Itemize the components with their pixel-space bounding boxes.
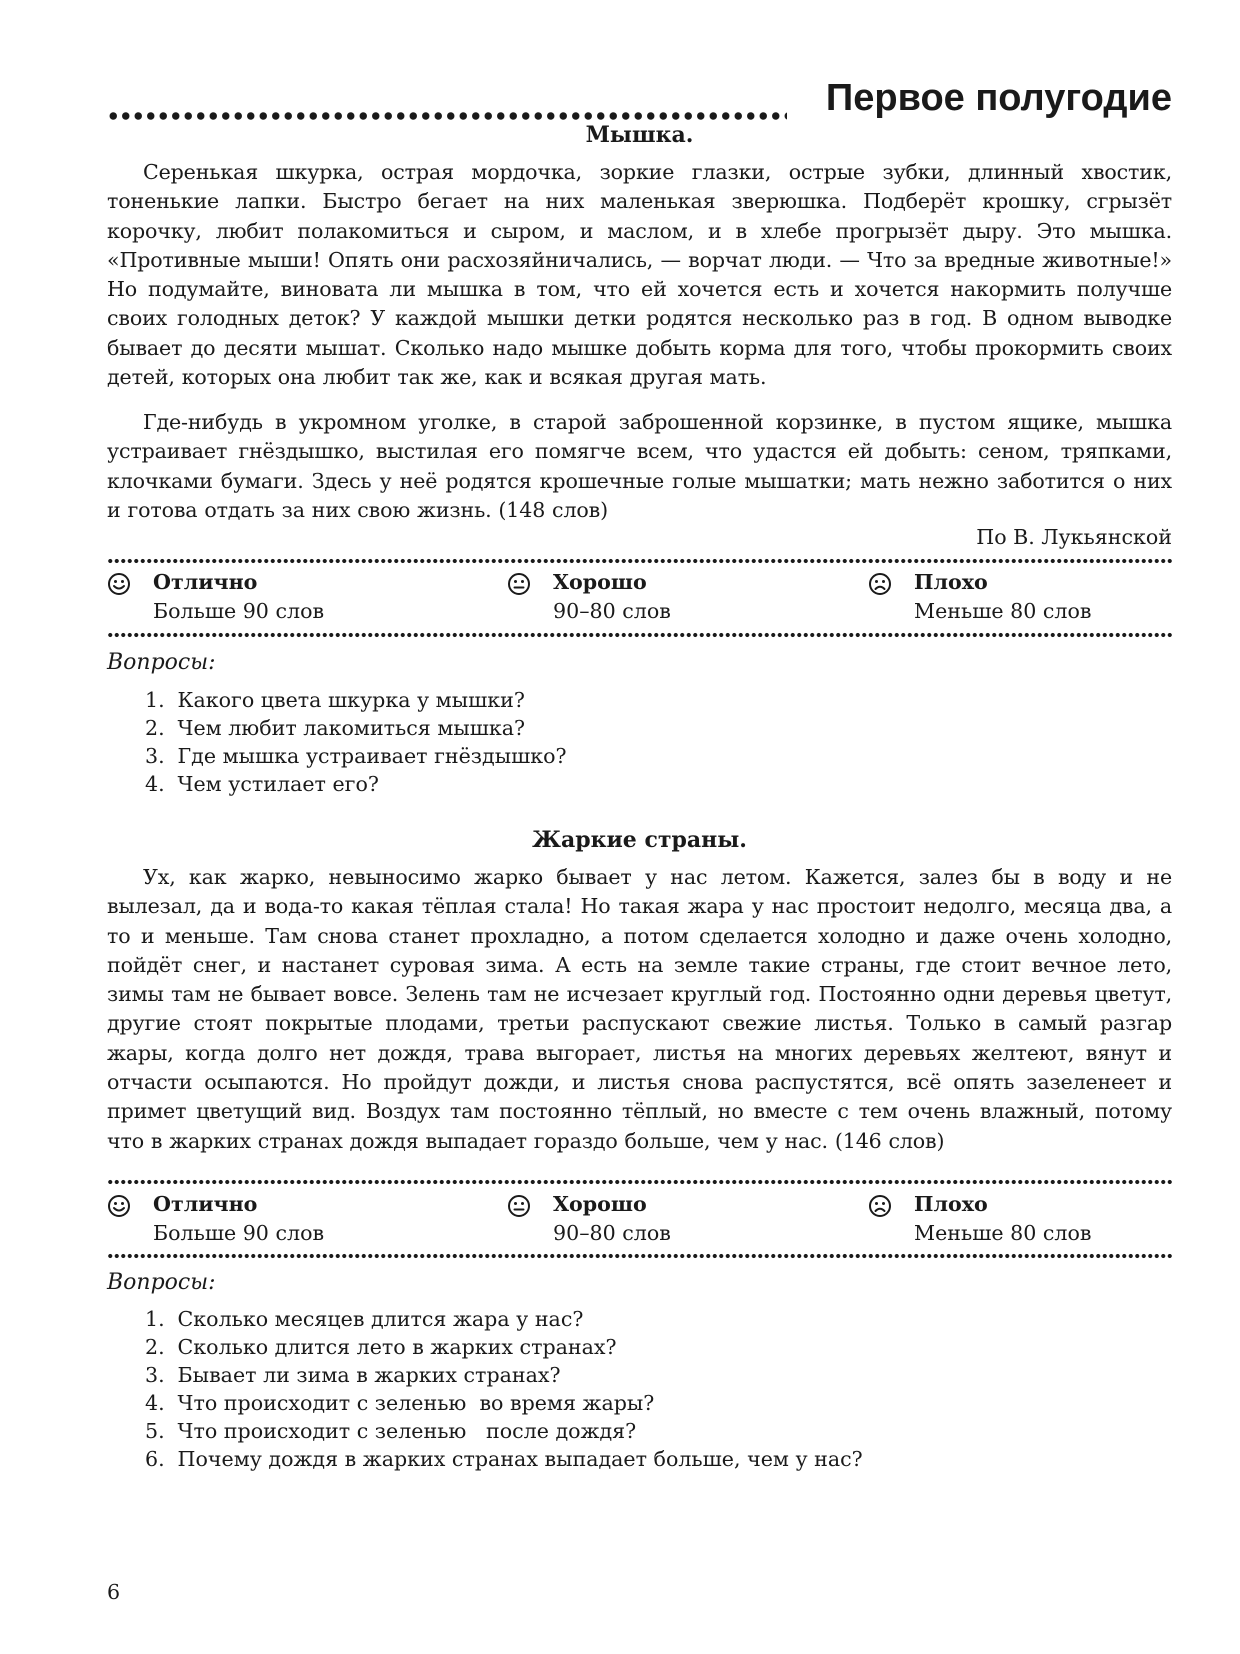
text1-paragraph-1: Серенькая шкурка, острая мордочка, зоркие глазки, острые зубки, длинный хвостик, тоненькие лапки. Быстро бегает на них маленькая зверюшка. Подберёт крошку, сгрызёт корочку, любит полакомиться и сыром, и маслом, и в хлебе прогрызёт дыру. Это мышка. «Противные мыши! Опять они расхозяйничались, — ворчат люди. — Что за вредные животные!» Но подумайте, виновата ли мышка в том, что ей хочется есть и хочется накормить получше своих голодных деток? У каждой мышки детки родятся несколько раз в год. В одном выводке бывает до десяти мышат. Сколько надо мышке добыть корма для того, чтобы прокормить своих детей, которых она любит так же, как и всякая другая мать. — [107, 160, 1172, 390]
page-header — [107, 72, 1172, 128]
text1-questions-list — [145, 686, 1145, 798]
text1-source: По В. Лукьянской — [976, 525, 1172, 549]
grade-count: 90–80 слов — [553, 1221, 671, 1245]
question-item: 5. Что происходит с зеленью после дождя? — [145, 1419, 637, 1443]
grade-label: Хорошо — [553, 570, 647, 594]
grade-label: Плохо — [914, 1192, 988, 1216]
text2-questions-title: Вопросы: — [107, 1270, 216, 1295]
text2-questions-list — [145, 1305, 1145, 1473]
question-item: 3. Где мышка устраивает гнёздышко? — [145, 744, 567, 768]
question-item: 4. Чем устилает его? — [145, 772, 379, 796]
grade-count: Меньше 80 слов — [914, 599, 1092, 623]
question-item: 4. Что происходит с зеленью во время жары? — [145, 1391, 655, 1415]
page-header-title: Первое полугодие — [825, 77, 1172, 119]
question-item: 1. Сколько месяцев длится жара у нас? — [145, 1307, 584, 1331]
page-number: 6 — [107, 1580, 121, 1604]
text1-paragraph-2: Где-нибудь в укромном уголке, в старой заброшенной корзинке, в пустом ящике, мышка устраивает гнёздышко, выстилая его помягче всем, что удастся ей добыть: сеном, тряпками, клочками бумаги. Здесь у неё родятся крошечные голые мышатки; мать нежно заботится о них и готова отдать за них свою жизнь. (148 слов) — [107, 410, 1172, 522]
grade-label: Хорошо — [553, 1192, 647, 1216]
text1-grades-bottom-rule — [107, 632, 1172, 638]
grade-count: Больше 90 слов — [153, 599, 325, 623]
text1-grade-good — [507, 568, 807, 628]
question-item: 2. Чем любит лакомиться мышка? — [145, 716, 526, 740]
grade-count: Больше 90 слов — [153, 1221, 325, 1245]
text1-grade-excellent — [107, 568, 407, 628]
text2-grade-good — [507, 1190, 807, 1250]
smiling-face-icon — [107, 572, 131, 596]
question-item: 3. Бывает ли зима в жарких странах? — [145, 1363, 561, 1387]
text1-grades-top-rule — [107, 558, 1172, 564]
question-item: 6. Почему дождя в жарких странах выпадает больше, чем у нас? — [145, 1447, 863, 1471]
text2-grades-bottom-rule — [107, 1253, 1172, 1259]
text2-paragraph-1: Ух, как жарко, невыносимо жарко бывает у нас летом. Кажется, залез бы в воду и не вылезал, да и вода-то какая тёплая стала! Но такая жара у нас простоит недолго, месяца два, а то и меньше. Там снова станет прохладно, а потом сделается холодно и даже очень холодно, пойдёт снег, и настанет суровая зима. А есть на земле такие страны, где стоит вечное лето, зимы там не бывает вовсе. Зелень там не исчезает круглый год. Постоянно одни деревья цветут, другие стоят покрытые плодами, третьи распускают свежие листья. Только в самый разгар жары, когда долго нет дождя, трава выгорает, листья на многих деревьях желтеют, вянут и отчасти осыпаются. Но пройдут дожди, и листья снова распустятся, всё опять зазеленеет и примет цветущий вид. Воздух там постоянно тёплый, но вместе с тем очень влажный, потому что в жарких странах дождя выпадает гораздо больше, чем у нас. (146 слов) — [107, 865, 1172, 1153]
grade-count: 90–80 слов — [553, 599, 671, 623]
text2-grade-excellent — [107, 1190, 407, 1250]
question-item: 1. Какого цвета шкурка у мышки? — [145, 688, 525, 712]
grade-count: Меньше 80 слов — [914, 1221, 1092, 1245]
text1-questions-title: Вопросы: — [107, 650, 216, 675]
header-dotted-leader — [107, 111, 787, 121]
text2-grades-top-rule — [107, 1179, 1172, 1185]
text1-title: Мышка. — [585, 122, 694, 148]
text1-grade-bad — [868, 568, 1168, 628]
neutral-face-icon — [507, 1194, 531, 1218]
frowning-face-icon — [868, 1194, 892, 1218]
grade-label: Отлично — [153, 1192, 258, 1216]
frowning-face-icon — [868, 572, 892, 596]
smiling-face-icon — [107, 1194, 131, 1218]
neutral-face-icon — [507, 572, 531, 596]
question-item: 2. Сколько длится лето в жарких странах? — [145, 1335, 617, 1359]
grade-label: Отлично — [153, 570, 258, 594]
grade-label: Плохо — [914, 570, 988, 594]
text2-title: Жаркие страны. — [532, 827, 747, 853]
text2-grade-bad — [868, 1190, 1168, 1250]
